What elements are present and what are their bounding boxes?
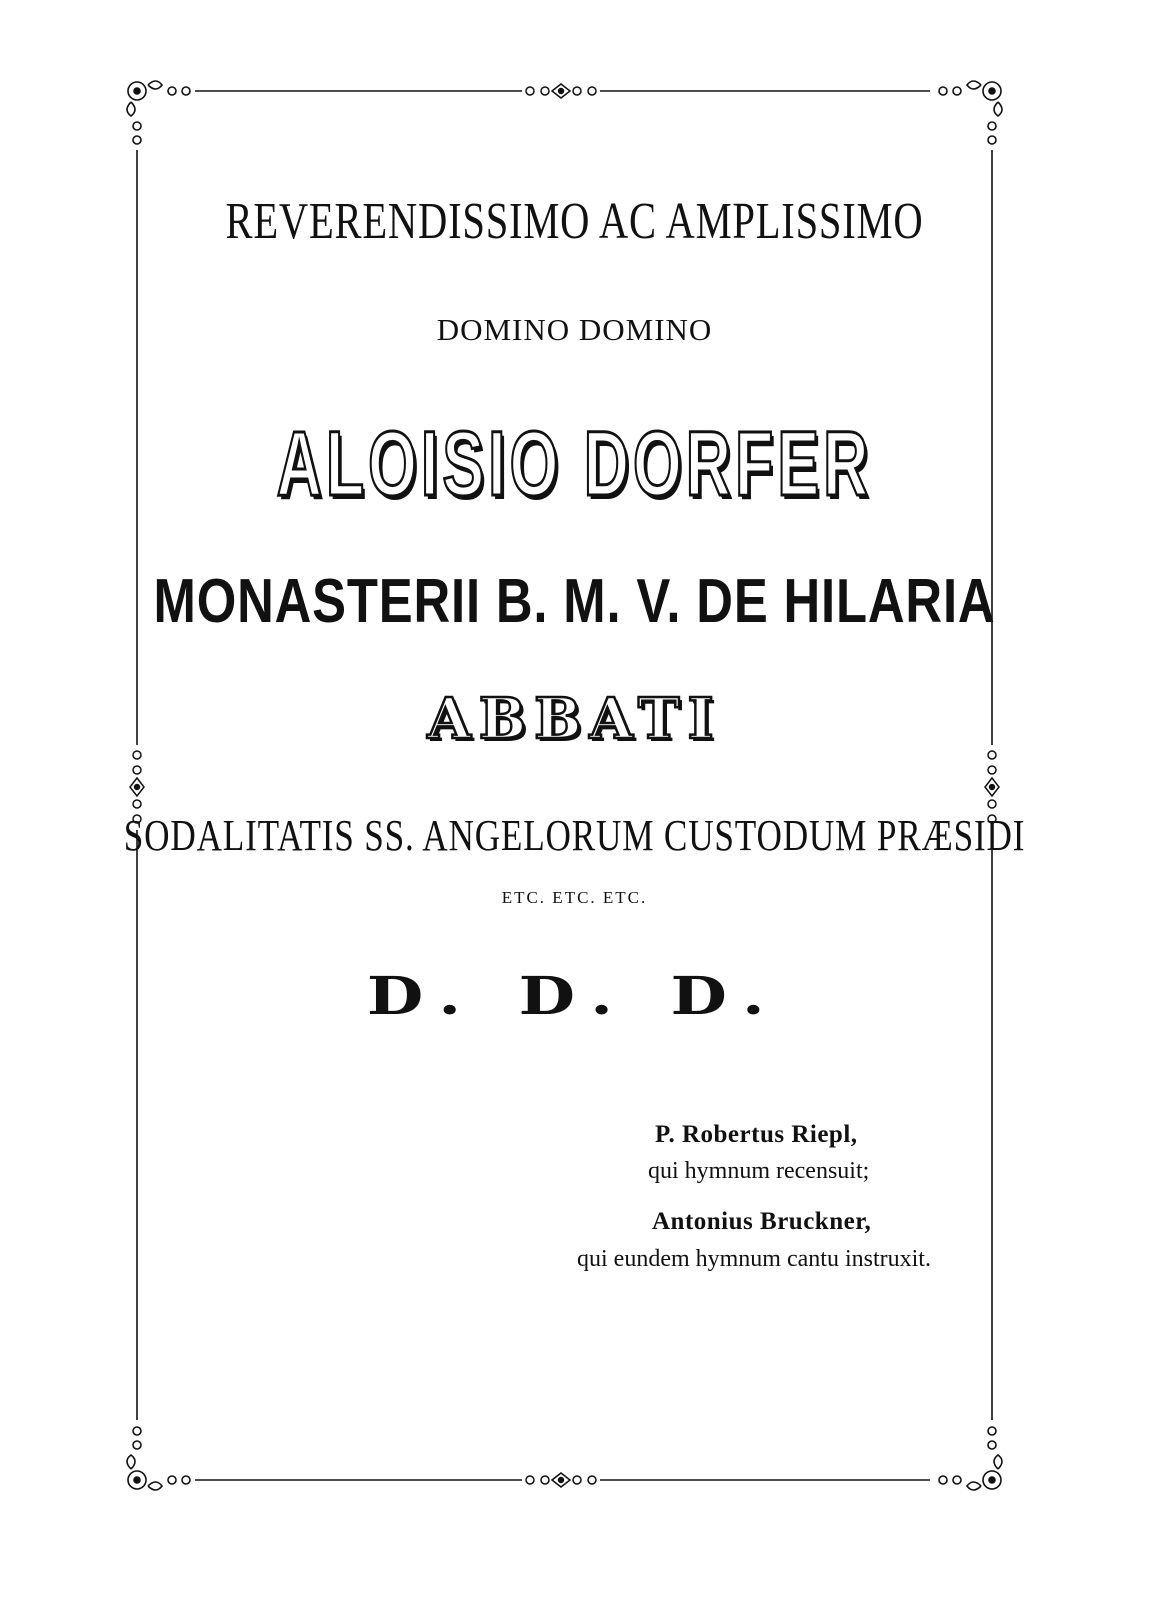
credit-role-bruckner: qui eundem hymnum cantu instruxit. bbox=[577, 1246, 931, 1272]
credit-name-bruckner: Antonius Bruckner, bbox=[652, 1208, 872, 1235]
sodality-title: SODALITATIS SS. ANGELORUM CUSTODUM PRÆSIDI bbox=[123, 811, 1026, 860]
corner-flourish-icon bbox=[939, 81, 1002, 144]
corner-flourish-icon bbox=[127, 81, 190, 144]
scroll-ornament-icon bbox=[526, 84, 596, 98]
ddd-line: D. D. D. bbox=[366, 966, 783, 1027]
dedicatee-name: ALOISIO DORFER bbox=[276, 413, 873, 515]
corner-flourish-icon bbox=[127, 1427, 190, 1490]
credit-name-riepl: P. Robertus Riepl, bbox=[655, 1121, 858, 1148]
corner-flourish-icon bbox=[939, 1427, 1002, 1490]
dedication-line-2: DOMINO DOMINO bbox=[436, 312, 713, 347]
dedication-line-1: REVERENDISSIMO AC AMPLISSIMO bbox=[225, 193, 924, 250]
scroll-ornament-icon bbox=[526, 1473, 596, 1487]
office-title: ABBATI bbox=[427, 686, 722, 752]
credit-role-riepl: qui hymnum recensuit; bbox=[648, 1158, 870, 1184]
monastery-title: MONASTERII B. M. V. DE HILARIA bbox=[153, 567, 996, 636]
etc-line: ETC. ETC. ETC. bbox=[501, 888, 648, 907]
